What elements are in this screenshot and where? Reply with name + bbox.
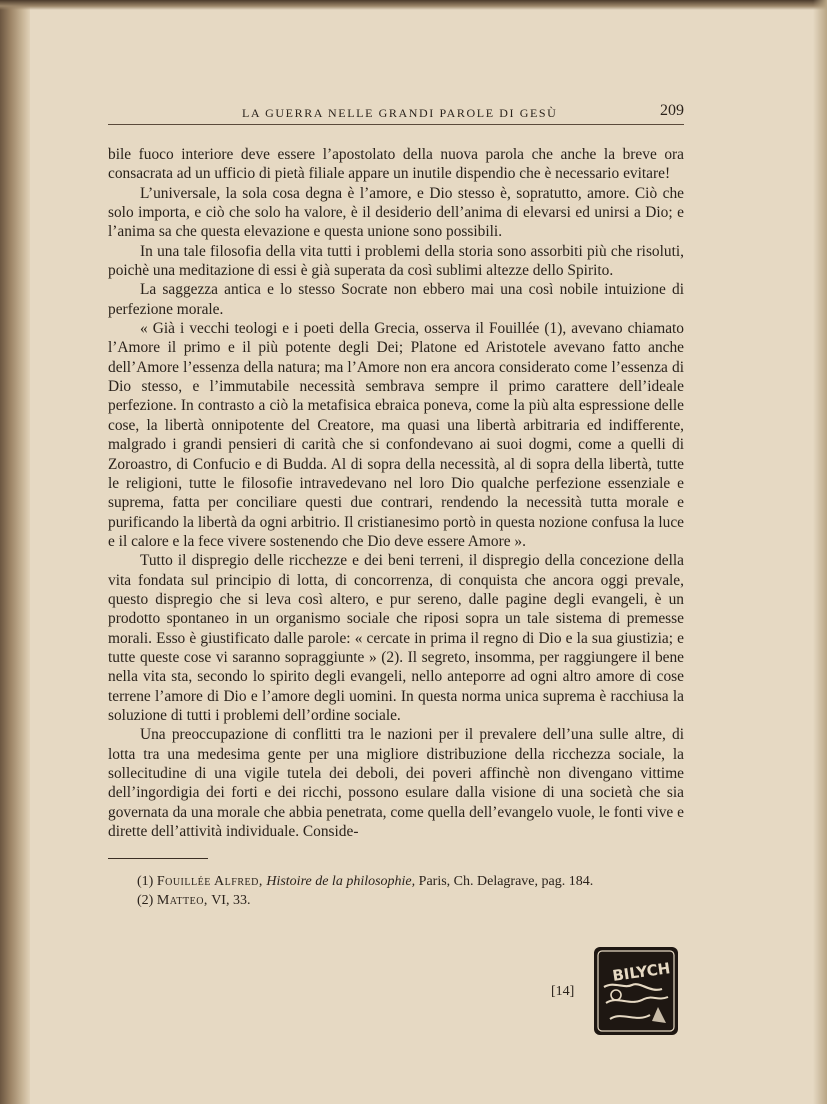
footnote-1 bbox=[137, 872, 697, 891]
footnote-author: Fouillée Alfred, bbox=[156, 874, 263, 889]
running-header bbox=[108, 102, 684, 124]
footnote-detail: Paris, Ch. Delagrave, pag. 184. bbox=[418, 874, 594, 889]
book-spine-shadow bbox=[0, 0, 30, 1104]
paragraph: L’universale, la sola cosa degna è l’amore, e Dio stesso è, sopratutto, amore. Ciò che solo importa, e ciò che solo ha valore, è il desiderio dell’anima di elevarsi ed unirsi a Dio; e l’anima sa che questa elevazione e questa unione sono possibili. bbox=[108, 184, 684, 241]
footnote-rule bbox=[108, 858, 208, 859]
footnote-detail: VI, 33. bbox=[211, 893, 251, 908]
footnotes bbox=[137, 872, 697, 910]
running-title: LA GUERRA NELLE GRANDI PAROLE DI GESÙ bbox=[242, 106, 558, 120]
footnote-author: Matteo, bbox=[156, 893, 208, 908]
page-number: 209 bbox=[660, 102, 684, 119]
paragraph: Una preoccupazione di conflitti tra le nazioni per il prevalere dell’una sulle altre, di lotta tra una medesima gente per una migliore distribuzione della ricchezza sociale, la sollecitudine di una vigile tutela dei deboli, dei poveri affinchè non divengano vittime dell’ingordigia dei forti e dei ricchi, possono esulare dalla visione di una società che sia governata da una morale che abbia penetrata, come quella dell’evangelo vuole, le fonti vive e dirette dell’attività individuale. Conside- bbox=[108, 726, 684, 841]
footnote-title: Histoire de la philosophie, bbox=[266, 874, 416, 889]
footnote-2 bbox=[137, 891, 697, 910]
paragraph-quotation: « Già i vecchi teologi e i poeti della Grecia, osserva il Fouillée (1), avevano chiamato l’Amore il primo e il più potente degli Dei; Platone ed Aristotele avevano fatto anche dell’Amore l’essenza della natura; ma l’Amore non era ancora considerato come l’essenza di Dio stesso, e l’immutabile necessità sembrava sempre il primo carattere dell’ideale perfezione. In contrasto a ciò la metafisica ebraica poneva, come la più alta espressione delle cose, la libertà onnipotente del Creatore, ma quasi una libertà arbitraria ed indifferente, malgrado i grandi pensieri di carità che si confondevano ai suoi dogmi, come a quelli di Zoroastro, di Confucio e di Budda. Al di sopra della necessità, al di sopra della libertà, tutte le religioni, tutte le filosofie intravedevano nel loro Dio qualche perfezione essenziale e suprema, fatta per conciliare questi due contrari, rendendo la necessità tutta morale e purificando la libertà da ogni arbitrio. Il cristianesimo portò in questa nozione confusa la luce e il calore e la fece vivere sostenendo che Dio deve essere Amore ». bbox=[108, 320, 684, 550]
header-rule bbox=[108, 124, 684, 125]
signature-mark: [14] bbox=[551, 984, 575, 999]
paragraph: In una tale filosofia della vita tutti i problemi della storia sono assorbiti più che risoluti, poichè una meditazione di essi è già superata da così sublimi altezze dello Spirito. bbox=[108, 242, 684, 280]
page-top-edge bbox=[0, 0, 827, 10]
library-stamp-icon bbox=[592, 945, 680, 1037]
footnote-mark: (1) bbox=[137, 874, 154, 889]
paragraph-continuation: bile fuoco interiore deve essere l’apostolato della nuova parola che anche la breve ora consacrata ad un ufficio di pietà filiale appare un inutile dispendio che è necessario evitare! bbox=[108, 146, 684, 183]
footnote-mark: (2) bbox=[137, 893, 154, 908]
svg-text:BILYCH: BILYCH bbox=[611, 959, 672, 986]
paragraph: La saggezza antica e lo stesso Socrate non ebbero mai una così nobile intuizione di perfezione morale. bbox=[108, 281, 684, 318]
paragraph: Tutto il dispregio delle ricchezze e dei beni terreni, il dispregio della concezione della vita fondata sul principio di lotta, di concorrenza, di conquista che ancora oggi prevale, questo dispregio che si leva così altero, e pur sereno, dalle pagine degli evangeli, è un prodotto spontaneo in un organismo sociale che riposi sopra un tale sistema di premesse morali. Esso è giustificato dalle parole: « cercate in prima il regno di Dio e la sua giustizia; e tutte queste cose vi saranno sopraggiunte » (2). Il segreto, insomma, per raggiungere il bene nella vita sta, secondo lo spirito degli evangeli, nello anteporre ad ogni altro amore di cose terrene l’amore di Dio e l’amore degli uomini. In questa norma unica suprema è racchiusa la soluzione di tutti i problemi dell’ordine sociale. bbox=[108, 552, 684, 724]
page-right-edge bbox=[813, 0, 827, 1104]
body-text bbox=[108, 145, 684, 841]
